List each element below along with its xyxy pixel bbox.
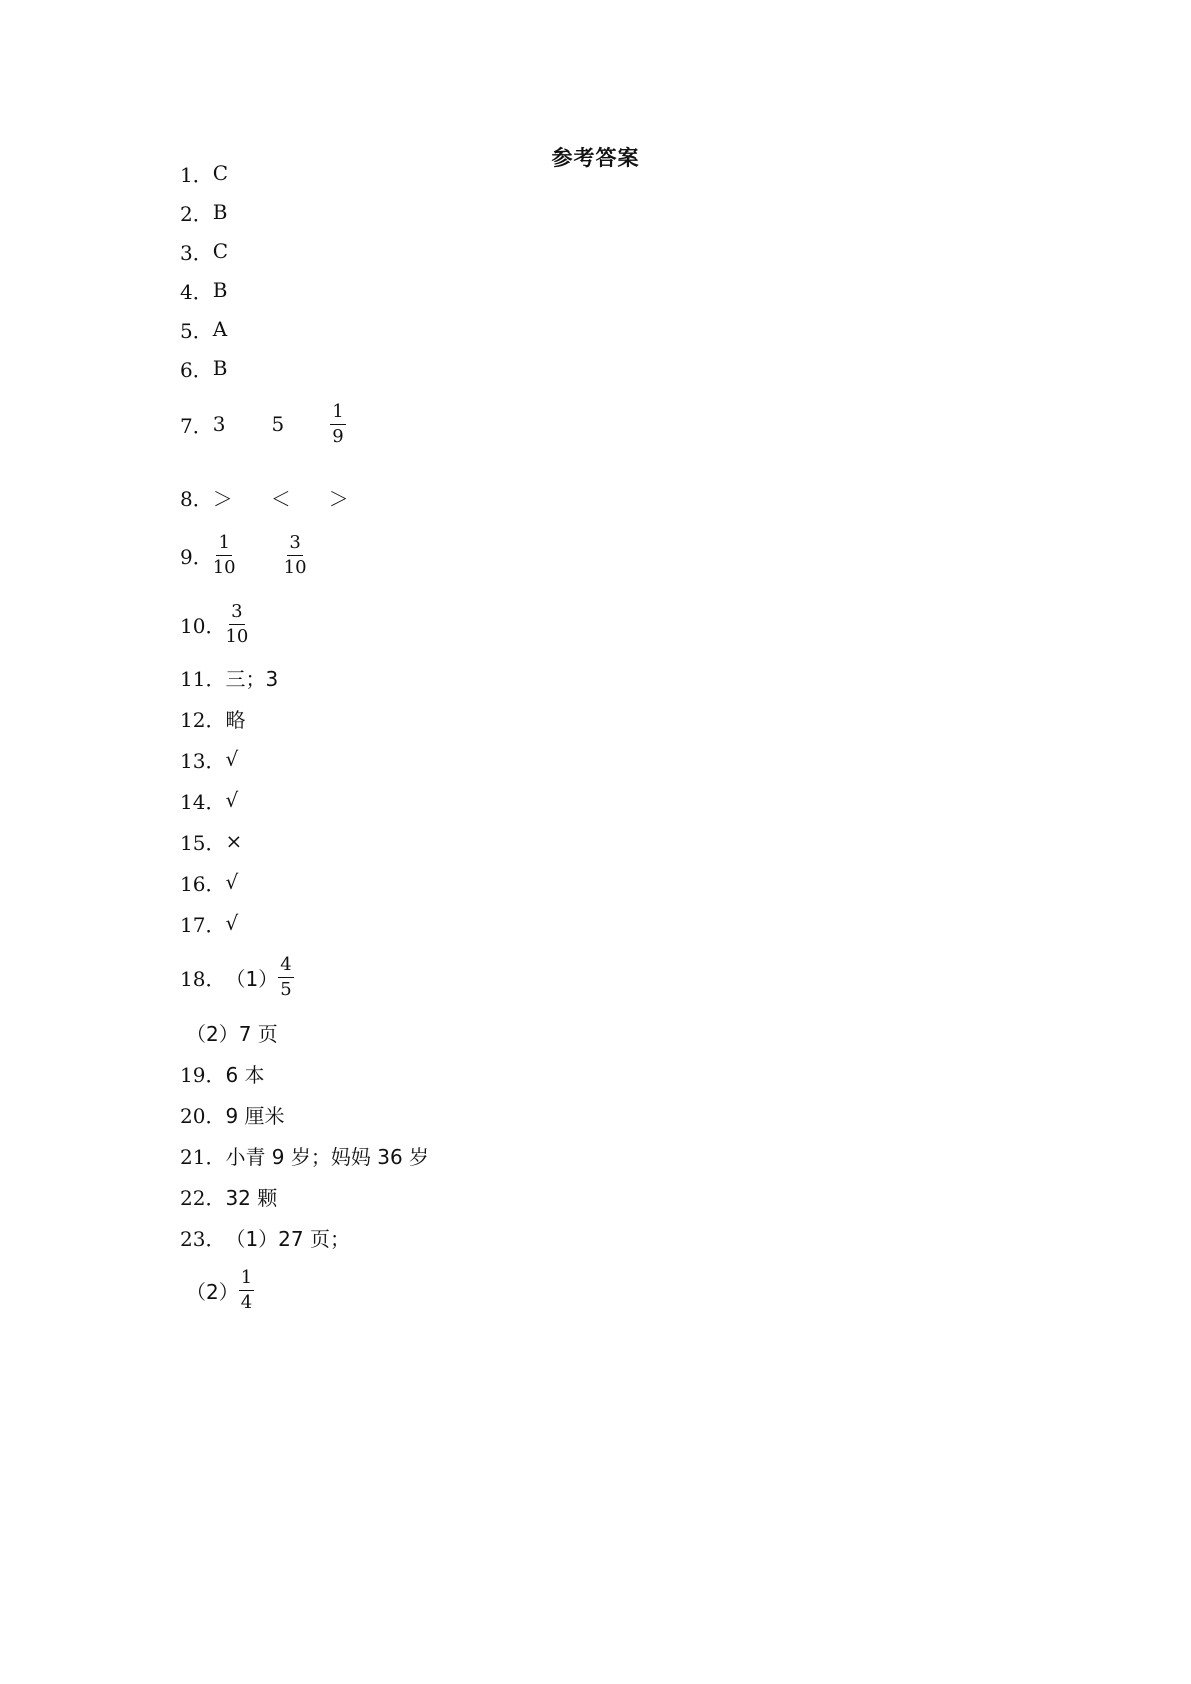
- question-number: 2．: [180, 201, 213, 226]
- question-number: 18．: [180, 966, 226, 991]
- check-mark: √: [225, 870, 239, 894]
- answer-10: [180, 599, 248, 649]
- answer-value: ＞: [328, 486, 349, 511]
- question-number: 3．: [180, 240, 213, 265]
- denominator: 5: [280, 978, 292, 1000]
- answer-23-part-2: [186, 1265, 254, 1315]
- denominator: 10: [212, 556, 236, 578]
- numerator: 4: [278, 953, 293, 978]
- answer-4: [180, 275, 227, 305]
- question-number: 15．: [180, 830, 226, 855]
- question-number: 23．: [180, 1226, 226, 1251]
- answer-value: C: [212, 161, 229, 185]
- check-mark: √: [225, 747, 239, 771]
- answer-11: [180, 662, 278, 692]
- answer-value: B: [212, 356, 228, 380]
- answer-17: [180, 908, 238, 938]
- answer-value: 9 厘米: [225, 1103, 285, 1128]
- answer-18-part-2: [186, 1017, 278, 1047]
- question-number: 17．: [180, 912, 226, 937]
- answer-value: 32 颗: [225, 1185, 278, 1210]
- page-title: 参考答案: [551, 146, 640, 170]
- answer-3: [180, 236, 228, 266]
- answer-value: A: [212, 317, 228, 341]
- answer-value: 3: [212, 412, 226, 436]
- question-number: 7．: [180, 413, 213, 438]
- fraction: [239, 1266, 254, 1315]
- sub-question-label: （1）: [225, 966, 279, 991]
- fraction: [284, 531, 307, 580]
- fraction: [213, 531, 236, 580]
- answer-16: [180, 867, 238, 897]
- question-number: 16．: [180, 871, 226, 896]
- question-number: 13．: [180, 748, 226, 773]
- answer-value: B: [212, 278, 228, 302]
- answer-value: （2）7 页: [186, 1021, 278, 1046]
- answer-18-part-1: [180, 952, 294, 1002]
- answer-21: [180, 1140, 429, 1170]
- sub-question-label: （2）: [186, 1279, 239, 1304]
- question-number: 1．: [180, 162, 213, 187]
- question-number: 9．: [180, 544, 213, 569]
- answer-6: [180, 353, 227, 383]
- numerator: 1: [216, 531, 231, 556]
- check-mark: √: [225, 788, 239, 812]
- denominator: 9: [332, 425, 344, 447]
- answer-20: [180, 1099, 285, 1129]
- answer-value: 小青 9 岁；妈妈 36 岁: [225, 1144, 430, 1169]
- answer-1: [180, 158, 228, 188]
- answer-value: （1）27 页；: [225, 1226, 350, 1251]
- question-number: 14．: [180, 789, 226, 814]
- answer-value: B: [212, 200, 228, 224]
- answer-15: [180, 826, 242, 856]
- answer-22: [180, 1181, 277, 1211]
- question-number: 12．: [180, 707, 226, 732]
- question-number: 11．: [180, 666, 226, 691]
- answer-13: [180, 744, 238, 774]
- fraction: [225, 600, 248, 649]
- fraction: [278, 953, 293, 1002]
- question-number: 20．: [180, 1103, 226, 1128]
- fraction: [330, 400, 345, 449]
- denominator: 4: [240, 1291, 253, 1313]
- check-mark: √: [225, 911, 239, 935]
- numerator: 1: [330, 400, 345, 425]
- numerator: 3: [229, 600, 244, 625]
- answer-value: ＜: [270, 486, 291, 511]
- question-number: 22．: [180, 1185, 226, 1210]
- denominator: 10: [283, 556, 307, 578]
- answer-5: [180, 314, 227, 344]
- question-number: 4．: [180, 279, 213, 304]
- question-number: 10．: [180, 613, 226, 638]
- denominator: 10: [225, 625, 249, 647]
- question-number: 8．: [180, 486, 213, 511]
- question-number: 19．: [180, 1062, 226, 1087]
- answer-23-part-1: [180, 1222, 350, 1252]
- question-number: 6．: [180, 357, 213, 382]
- answer-value: C: [212, 239, 229, 263]
- answer-9: [180, 530, 307, 580]
- numerator: 1: [239, 1266, 254, 1291]
- answer-14: [180, 785, 238, 815]
- cross-mark: ×: [225, 829, 243, 853]
- answer-value: 5: [271, 412, 285, 436]
- numerator: 3: [287, 531, 302, 556]
- question-number: 5．: [180, 318, 213, 343]
- question-number: 21．: [180, 1144, 226, 1169]
- answer-7: [180, 400, 346, 448]
- answer-2: [180, 197, 227, 227]
- answer-value: 6 本: [225, 1062, 265, 1087]
- answer-value: 略: [225, 707, 246, 732]
- answer-8: [180, 482, 349, 512]
- answer-12: [180, 703, 245, 733]
- answer-value: ＞: [212, 486, 233, 511]
- answer-value: 三；3: [225, 666, 279, 691]
- answer-19: [180, 1058, 265, 1088]
